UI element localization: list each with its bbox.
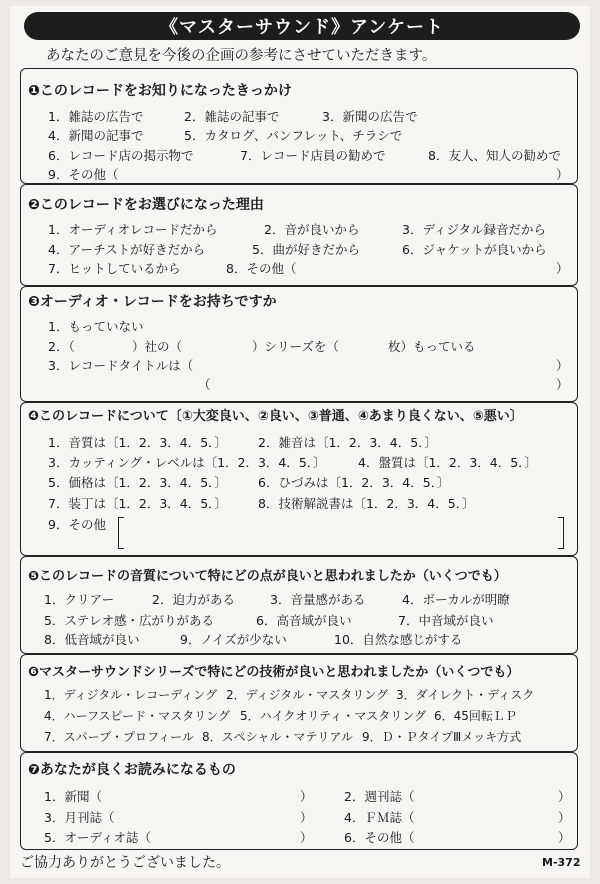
s6-option-1[interactable]: 1．ディジタル・レコーディング [44, 688, 217, 702]
section-2-title: ❷このレコードをお選びになった理由 [28, 197, 264, 213]
s5-option-5[interactable]: 5．ステレオ感・広がりがある [44, 613, 214, 628]
s2-option-4[interactable]: 4．アーチストが好きだから [48, 242, 206, 257]
s2-option-7[interactable]: 7．ヒットしているから [48, 261, 181, 276]
s7-option-4[interactable]: 4．ＦＭ誌（ [344, 810, 415, 825]
s5-option-9[interactable]: 9．ノイズが少ない [180, 632, 287, 647]
s7-option-3[interactable]: 3．月刊誌（ [44, 810, 115, 825]
section-7-title: ❼あなたが良くお読みになるもの [28, 762, 236, 778]
s2-option-6[interactable]: 6．ジャケットが良いから [402, 242, 547, 257]
section-1-title: ❶このレコードをお知りになったきっかけ [28, 83, 292, 99]
s6-option-2[interactable]: 2．ディジタル・マスタリング [226, 688, 388, 702]
s4-item-1[interactable]: 1．音質は〔1．2．3．4．5．〕 [48, 435, 227, 450]
s1-option-2[interactable]: 2．雑誌の記事で [184, 109, 280, 124]
s1-option-4[interactable]: 4．新聞の記事で [48, 128, 144, 143]
s3-option-1[interactable]: 1．もっていない [48, 319, 144, 334]
s7-option-3-close: ） [300, 810, 313, 825]
s3-option-3-close: ） [556, 358, 569, 373]
s3-option-3-line2-close: ） [556, 377, 569, 392]
s3-option-2-series: ）シリーズを（ [252, 339, 339, 354]
s4-item-6[interactable]: 6．ひづみは〔1．2．3．4．5．〕 [258, 475, 450, 490]
s1-option-9[interactable]: 9．その他（ [48, 167, 119, 182]
s4-item-5[interactable]: 5．価格は〔1．2．3．4．5．〕 [48, 475, 227, 490]
s1-option-5[interactable]: 5．カタログ、パンフレット、チラシで [184, 128, 403, 143]
s4-item-8[interactable]: 8．技術解説書は〔1．2．3．4．5．〕 [258, 496, 475, 511]
s5-option-3[interactable]: 3．音量感がある [270, 592, 366, 607]
s3-option-3-line2-open: （ [198, 377, 211, 392]
s7-option-2[interactable]: 2．週刊誌（ [344, 789, 415, 804]
s5-option-2[interactable]: 2．迫力がある [152, 592, 235, 607]
s6-option-7[interactable]: 7．スパーブ・プロフィール [44, 730, 194, 744]
s5-option-6[interactable]: 6．高音域が良い [256, 613, 352, 628]
s7-option-6[interactable]: 6．その他（ [344, 830, 415, 845]
s7-option-1-close: ） [300, 789, 313, 804]
s5-option-1[interactable]: 1．クリアー [44, 592, 115, 607]
s6-option-4[interactable]: 4．ハーフスピード・マスタリング [44, 709, 230, 723]
section-3-title: ❸オーディオ・レコードをお持ちですか [28, 294, 277, 310]
s4-item-2[interactable]: 2．雑音は〔1．2．3．4．5．〕 [258, 435, 437, 450]
s5-option-8[interactable]: 8．低音域が良い [44, 632, 140, 647]
s2-option-8[interactable]: 8．その他（ [226, 261, 297, 276]
s4-other-bracket-right [558, 517, 564, 549]
title-banner: 《マスターサウンド》アンケート [24, 12, 580, 40]
section-4-title: ❹このレコードについて〔①大変良い、②良い、③普通、④あまり良くない、⑤悪い〕 [28, 409, 523, 424]
section-6-title: ❻マスターサウンドシリーズで特にどの技術が良いと思われましたか（いくつでも） [28, 665, 520, 680]
subtitle: あなたのご意見を今後の企画の参考にさせていただきます。 [46, 48, 437, 64]
form-code: M-372 [542, 856, 581, 869]
s7-option-2-close: ） [558, 789, 571, 804]
s2-option-8-close: ） [556, 261, 569, 276]
s7-option-4-close: ） [558, 810, 571, 825]
s2-option-2[interactable]: 2．音が良いから [264, 222, 360, 237]
s1-option-7[interactable]: 7．レコード店員の勧めで [240, 148, 386, 163]
s1-option-3[interactable]: 3．新聞の広告で [322, 109, 418, 124]
s1-option-6[interactable]: 6．レコード店の掲示物で [48, 148, 194, 163]
s7-option-5-close: ） [300, 830, 313, 845]
s2-option-3[interactable]: 3．ディジタル録音だから [402, 222, 546, 237]
s4-item-9[interactable]: 9．その他 [48, 517, 106, 532]
s6-option-6[interactable]: 6．45回転ＬＰ [434, 709, 517, 723]
s7-option-1[interactable]: 1．新聞（ [44, 789, 102, 804]
s6-option-8[interactable]: 8．スペシャル・マテリアル [202, 730, 353, 744]
s1-option-8[interactable]: 8．友人、知人の勧めで [428, 148, 561, 163]
s1-option-9-close: ） [556, 167, 569, 182]
s3-option-2-open[interactable]: 2．（ [48, 339, 75, 354]
s6-option-9[interactable]: 9．Ｄ・ＰタイプⅢメッキ方式 [362, 730, 522, 744]
s6-option-5[interactable]: 5．ハイクオリティ・マスタリング [240, 709, 426, 723]
s3-option-2-count: 枚）もっている [388, 339, 476, 354]
thank-you-footer: ご協力ありがとうございました。 [20, 855, 230, 871]
s6-option-3[interactable]: 3．ダイレクト・ディスク [396, 688, 535, 702]
s2-option-5[interactable]: 5．曲が好きだから [252, 242, 360, 257]
s5-option-10[interactable]: 10．自然な感じがする [334, 632, 463, 647]
s7-option-6-close: ） [558, 830, 571, 845]
s2-option-1[interactable]: 1．オーディオレコードだから [48, 222, 218, 237]
s4-item-7[interactable]: 7．装丁は〔1．2．3．4．5．〕 [48, 496, 227, 511]
s7-option-5[interactable]: 5．オーディオ誌（ [44, 830, 151, 845]
s4-item-3[interactable]: 3．カッティング・レベルは〔1．2．3．4．5．〕 [48, 455, 326, 470]
s3-option-2-maker: ）社の（ [132, 339, 183, 354]
s5-option-4[interactable]: 4．ボーカルが明瞭 [402, 592, 510, 607]
s3-option-3[interactable]: 3．レコードタイトルは（ [48, 358, 194, 373]
s1-option-1[interactable]: 1．雑誌の広告で [48, 109, 144, 124]
s4-other-bracket-left [118, 517, 124, 549]
section-5-title: ❺このレコードの音質について特にどの点が良いと思われましたか（いくつでも） [28, 569, 507, 584]
s4-item-4[interactable]: 4．盤質は〔1．2．3．4．5．〕 [358, 455, 537, 470]
s5-option-7[interactable]: 7．中音域が良い [398, 613, 494, 628]
